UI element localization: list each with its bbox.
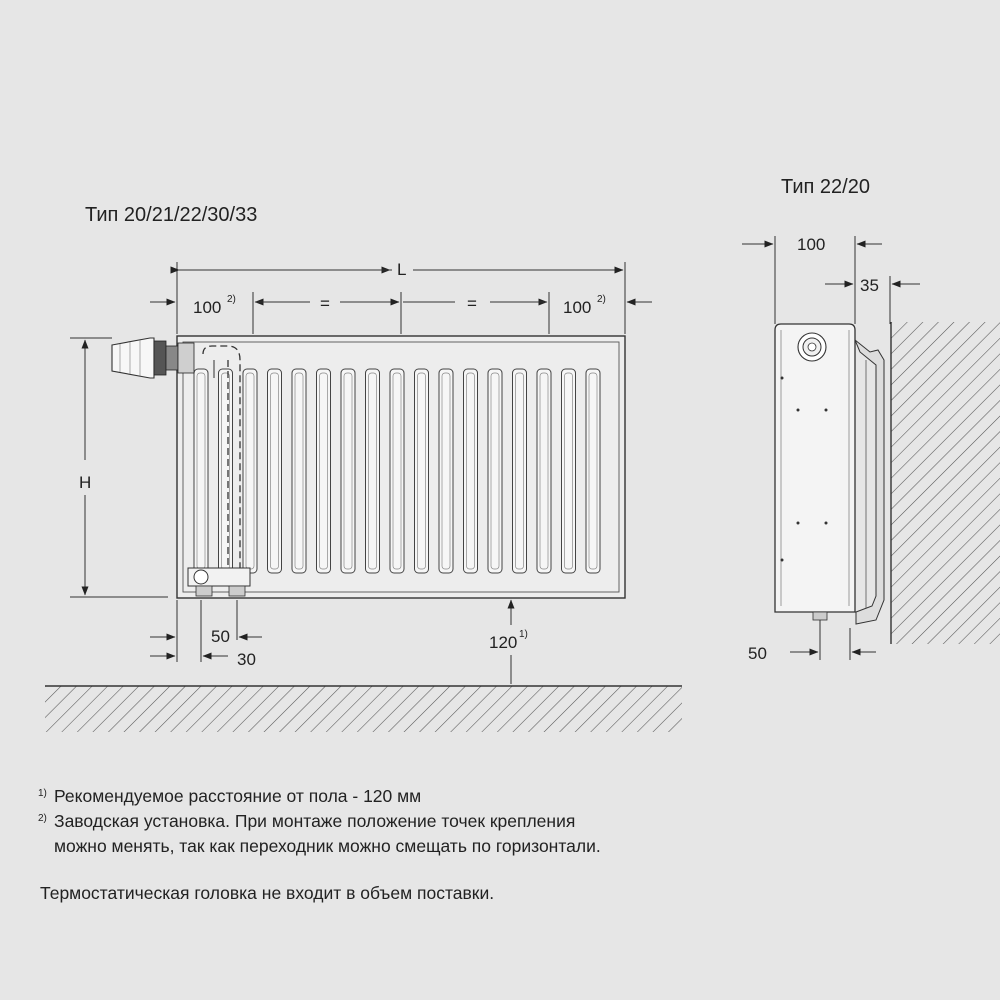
radiator-fin [586,369,600,573]
dimension-equal-left: = [320,294,330,313]
dimension-left-offset: 100 [193,298,222,317]
radiator-fins [194,369,600,573]
radiator-fin [415,369,429,573]
dimension-30-label: 30 [237,650,256,669]
dimension-floor-note: 1) [519,629,528,640]
radiator-fin [513,369,527,573]
floor-hatch [45,686,682,732]
footnote-2-continuation: можно менять, так как переходник можно смещать по горизонтали. [54,836,601,856]
dimension-equal-right: = [467,294,477,313]
footnote-1-text: Рекомендуемое расстояние от пола - 120 мм [54,786,422,806]
footnote-1 [40,784,980,809]
footnote-2-mark: 2) [38,813,47,824]
footer-note: Термостатическая головка не входит в объем поставки. [40,883,495,903]
side-view-title: Тип 22/20 [781,176,870,198]
footnote-2-text: Заводская установка. При монтаже положение точек крепления [54,811,576,831]
footnotes [40,784,980,906]
dimension-depth-label: 100 [797,235,826,254]
radiator-fin [537,369,551,573]
dimension-length-label: L [397,260,407,279]
dimension-right-offset-note: 2) [597,294,606,305]
thermostatic-head [112,338,194,378]
radiator-fin [464,369,478,573]
dimension-bottom [790,620,876,660]
radiator-side [775,324,884,624]
radiator-fin [194,369,208,573]
dimension-depth [742,236,920,324]
dimension-bottom-label: 50 [748,644,767,663]
radiator-front [177,336,625,598]
radiator-fin [341,369,355,573]
radiator-fin [562,369,576,573]
radiator-fin [268,369,282,573]
radiator-fin [317,369,331,573]
radiator-fin [219,369,233,573]
main-view-title: Тип 20/21/22/30/33 [85,204,258,226]
dimension-wall-label: 35 [860,276,879,295]
footnote-1-mark: 1) [38,788,47,799]
dimension-right-offset: 100 [563,298,592,317]
footnote-2 [40,809,980,834]
wall-hatch [891,322,1000,644]
dimension-left-offset-note: 2) [227,294,236,305]
dimension-height-label: H [79,473,92,492]
radiator-fin [292,369,306,573]
dimension-50-label: 50 [211,627,230,646]
radiator-fin [366,369,380,573]
radiator-fin [488,369,502,573]
radiator-fin [243,369,257,573]
radiator-fin [439,369,453,573]
dimension-floor-label: 120 [489,633,518,652]
radiator-fin [390,369,404,573]
